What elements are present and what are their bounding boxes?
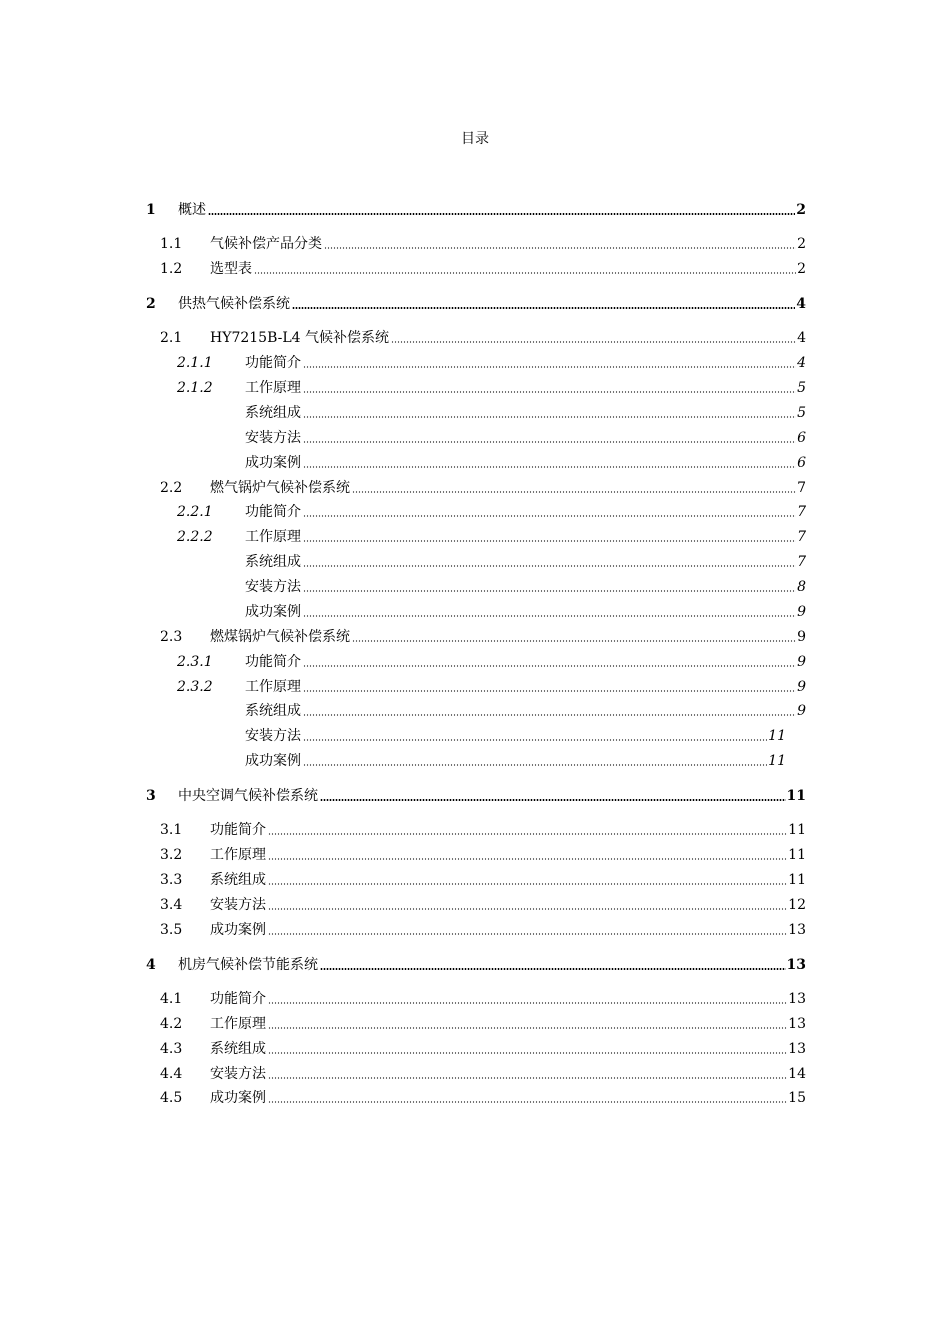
toc-entry[interactable] xyxy=(177,525,806,545)
dot-leader xyxy=(303,739,767,741)
toc-entry-title: 工作原理 xyxy=(245,529,301,545)
dot-leader xyxy=(324,247,796,249)
toc-entry-page: 7 xyxy=(797,480,806,496)
toc-entry[interactable] xyxy=(160,868,806,888)
toc-entry[interactable] xyxy=(160,476,806,496)
toc-entry-title: 工作原理 xyxy=(245,380,301,396)
toc-entry-title: 安装方法 xyxy=(245,579,301,595)
toc-entry-number: 2.1 xyxy=(160,330,183,346)
toc-entry-title: 中央空调气候补偿系统 xyxy=(178,788,318,804)
toc-entry-page: 11 xyxy=(786,788,806,804)
toc-entry[interactable] xyxy=(146,953,806,973)
toc-entry[interactable] xyxy=(160,257,806,277)
toc-entry-title: 燃气锅炉气候补偿系统 xyxy=(210,480,350,496)
dot-leader xyxy=(254,272,796,274)
toc-entry-page: 9 xyxy=(797,654,806,670)
dot-leader xyxy=(268,833,787,835)
toc-entry-number: 2.1.2 xyxy=(177,380,213,396)
toc-entry-number: 3.4 xyxy=(160,897,183,913)
toc-entry[interactable] xyxy=(160,818,806,838)
toc-entry-number: 2.3.1 xyxy=(177,654,213,670)
toc-entry-page: 11 xyxy=(788,847,806,863)
toc-entry-title: 系统组成 xyxy=(210,1041,266,1057)
toc-entry-title: 安装方法 xyxy=(245,430,301,446)
dot-leader xyxy=(268,908,787,910)
toc-entry[interactable] xyxy=(245,724,786,744)
toc-entry-number: 3.2 xyxy=(160,847,183,863)
dot-leader xyxy=(303,416,796,418)
dot-leader xyxy=(320,799,786,801)
toc-entry-number: 1.2 xyxy=(160,261,183,277)
toc-entry-page: 2 xyxy=(797,236,806,252)
toc-entry-title: 系统组成 xyxy=(245,554,301,570)
toc-entry[interactable] xyxy=(245,749,786,769)
toc-entry[interactable] xyxy=(160,893,806,913)
toc-entry-number: 4.4 xyxy=(160,1066,183,1082)
toc-entry-title: 安装方法 xyxy=(210,1066,266,1082)
toc-entry-number: 4.2 xyxy=(160,1016,183,1032)
toc-entry-number: 1.1 xyxy=(160,236,183,252)
toc-entry-number: 2.1.1 xyxy=(177,355,213,371)
toc-entry-page: 4 xyxy=(796,296,806,312)
toc-entry-page: 15 xyxy=(788,1090,806,1106)
toc-entry[interactable] xyxy=(245,426,806,446)
toc-entry-page: 13 xyxy=(788,1041,806,1057)
toc-entry-number: 2.3.2 xyxy=(177,679,213,695)
toc-entry[interactable] xyxy=(160,918,806,938)
toc-entry-number: 2.2.2 xyxy=(177,529,213,545)
toc-entry-page: 11 xyxy=(768,728,786,744)
toc-entry-page: 9 xyxy=(797,604,806,620)
dot-leader xyxy=(303,590,796,592)
toc-entry-page: 5 xyxy=(797,405,806,421)
dot-leader xyxy=(303,391,796,393)
toc-entry-title: 成功案例 xyxy=(245,455,301,471)
toc-entry[interactable] xyxy=(177,675,806,695)
toc-entry[interactable] xyxy=(160,987,806,1007)
dot-leader xyxy=(303,665,796,667)
dot-leader xyxy=(292,307,795,309)
toc-entry-title: 功能简介 xyxy=(245,654,301,670)
toc-entry-title: 选型表 xyxy=(210,261,252,277)
toc-entry-page: 13 xyxy=(786,957,806,973)
dot-leader xyxy=(268,933,787,935)
dot-leader xyxy=(303,565,796,567)
toc-entry-title: 机房气候补偿节能系统 xyxy=(178,957,318,973)
toc-entry[interactable] xyxy=(160,1062,806,1082)
toc-entry-number: 2.2.1 xyxy=(177,504,213,520)
toc-entry-title: 概述 xyxy=(178,202,206,218)
toc-entry[interactable] xyxy=(245,451,806,471)
toc-entry-title: 功能简介 xyxy=(245,504,301,520)
toc-entry-page: 12 xyxy=(788,897,806,913)
toc-entry[interactable] xyxy=(160,1012,806,1032)
toc-entry-page: 4 xyxy=(797,355,806,371)
dot-leader xyxy=(352,640,796,642)
toc-entry-page: 2 xyxy=(797,261,806,277)
toc-entry-title: 工作原理 xyxy=(245,679,301,695)
toc-entry-page: 9 xyxy=(797,629,806,645)
toc-entry-page: 9 xyxy=(797,679,806,695)
dot-leader xyxy=(303,441,796,443)
toc-entry-title: 成功案例 xyxy=(210,1090,266,1106)
toc-entry-number: 2.2 xyxy=(160,480,183,496)
toc-entry-title: 系统组成 xyxy=(245,405,301,421)
toc-entry-page: 5 xyxy=(797,380,806,396)
toc-entry-title: 成功案例 xyxy=(245,753,301,769)
toc-entry[interactable] xyxy=(177,351,806,371)
dot-leader xyxy=(268,1027,787,1029)
toc-entry-number: 4 xyxy=(146,957,156,973)
toc-entry-page: 2 xyxy=(796,202,806,218)
toc-entry[interactable] xyxy=(160,1086,806,1106)
toc-entry-number: 3 xyxy=(146,788,156,804)
toc-entry[interactable] xyxy=(160,326,806,346)
toc-entry[interactable] xyxy=(160,1037,806,1057)
toc-entry[interactable] xyxy=(245,550,806,570)
toc-entry[interactable] xyxy=(146,784,806,804)
dot-leader xyxy=(303,540,796,542)
dot-leader xyxy=(268,1002,787,1004)
toc-entry-page: 6 xyxy=(797,430,806,446)
toc-entry-title: 功能简介 xyxy=(210,991,266,1007)
toc-entry[interactable] xyxy=(177,650,806,670)
dot-leader xyxy=(391,341,796,343)
toc-entry-page: 7 xyxy=(797,554,806,570)
toc-entry-title: 燃煤锅炉气候补偿系统 xyxy=(210,629,350,645)
dot-leader xyxy=(268,858,787,860)
toc-entry-page: 13 xyxy=(788,1016,806,1032)
toc-entry-title: 系统组成 xyxy=(245,703,301,719)
dot-leader xyxy=(303,366,796,368)
toc-entry-number: 4.1 xyxy=(160,991,183,1007)
toc-entry-title: 安装方法 xyxy=(245,728,301,744)
toc-entry-page: 9 xyxy=(797,703,806,719)
toc-entry-page: 6 xyxy=(797,455,806,471)
toc-entry[interactable] xyxy=(177,376,806,396)
dot-leader xyxy=(268,1101,787,1103)
dot-leader xyxy=(303,764,767,766)
toc-entry[interactable] xyxy=(177,500,806,520)
toc-entry-number: 2 xyxy=(146,296,156,312)
toc-entry-title: HY7215B-L4 气候补偿系统 xyxy=(210,330,390,346)
toc-entry-number: 4.3 xyxy=(160,1041,183,1057)
toc-entry[interactable] xyxy=(245,575,806,595)
dot-leader xyxy=(303,515,796,517)
toc-entry-number: 3.5 xyxy=(160,922,183,938)
toc-entry-number: 3.3 xyxy=(160,872,183,888)
toc-entry-title: 工作原理 xyxy=(210,847,266,863)
toc-entry-page: 11 xyxy=(788,872,806,888)
toc-entry[interactable] xyxy=(245,600,806,620)
toc-entry-number: 1 xyxy=(146,202,156,218)
toc-entry-page: 7 xyxy=(797,504,806,520)
toc-entry-number: 2.3 xyxy=(160,629,183,645)
toc-entry-page: 11 xyxy=(788,822,806,838)
toc-entry-title: 成功案例 xyxy=(210,922,266,938)
toc-entry-title: 系统组成 xyxy=(210,872,266,888)
toc-entry-page: 7 xyxy=(797,529,806,545)
dot-leader xyxy=(303,466,796,468)
dot-leader xyxy=(303,615,796,617)
toc-entry-page: 14 xyxy=(788,1066,806,1082)
toc-entry-page: 13 xyxy=(788,922,806,938)
toc-entry-title: 成功案例 xyxy=(245,604,301,620)
dot-leader xyxy=(303,714,796,716)
toc-entry[interactable] xyxy=(160,232,806,252)
toc-entry-page: 13 xyxy=(788,991,806,1007)
toc-entry-page: 8 xyxy=(797,579,806,595)
toc-entry[interactable] xyxy=(160,625,806,645)
toc-entry-title: 功能简介 xyxy=(210,822,266,838)
dot-leader xyxy=(208,213,795,215)
dot-leader xyxy=(268,1052,787,1054)
toc-entry[interactable] xyxy=(160,843,806,863)
dot-leader xyxy=(320,968,786,970)
toc-entry-number: 4.5 xyxy=(160,1090,183,1106)
dot-leader xyxy=(303,690,796,692)
toc-entry-number: 3.1 xyxy=(160,822,183,838)
dot-leader xyxy=(268,883,787,885)
toc-entry[interactable] xyxy=(146,292,806,312)
dot-leader xyxy=(268,1077,787,1079)
toc-entry-page: 11 xyxy=(768,753,786,769)
toc-entry[interactable] xyxy=(245,699,806,719)
toc-entry-title: 工作原理 xyxy=(210,1016,266,1032)
toc-entry-page: 4 xyxy=(797,330,806,346)
page-title: 目录 xyxy=(461,131,489,147)
toc-entry[interactable] xyxy=(245,401,806,421)
toc-entry-title: 功能简介 xyxy=(245,355,301,371)
toc-entry-title: 气候补偿产品分类 xyxy=(210,236,322,252)
toc-entry[interactable] xyxy=(146,198,806,218)
toc-entry-title: 安装方法 xyxy=(210,897,266,913)
toc-entry-title: 供热气候补偿系统 xyxy=(178,296,290,312)
dot-leader xyxy=(352,491,796,493)
